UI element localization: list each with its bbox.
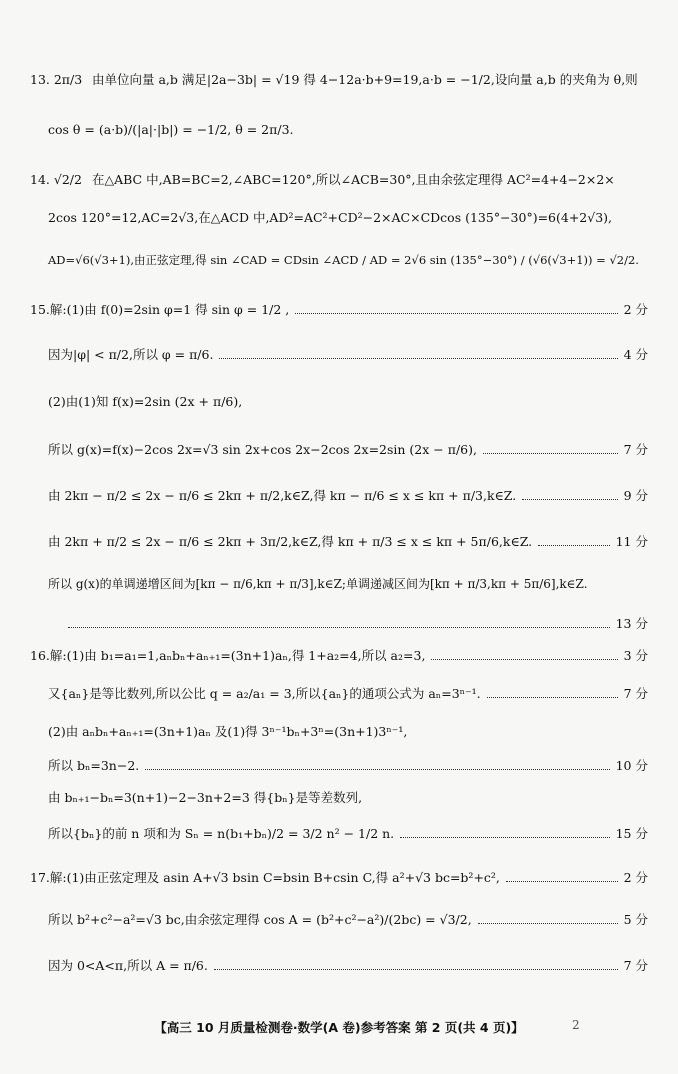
q15-step-6-text: 由 2kπ + π/2 ≤ 2x − π/6 ≤ 2kπ + 3π/2,k∈Z,得 kπ + π/3 ≤ x ≤ kπ + 5π/6,k∈Z. [48, 534, 533, 549]
dot-leader [487, 697, 618, 698]
dot-leader [483, 453, 618, 454]
q15-step-3: (2)由(1)知 f(x)=2sin (2x + π/6), [48, 394, 243, 409]
q16-step-5: 由 bₙ₊₁−bₙ=3(n+1)−2−3n+2=3 得{bₙ}是等差数列, [48, 790, 363, 805]
dot-leader [431, 659, 617, 660]
q15-step-1-text: 15.解:(1)由 f(0)=2sin φ=1 得 sin φ = 1/2 , [30, 302, 290, 317]
q15-step-6-score: 11 分 [615, 534, 648, 549]
q14-line-2: 2cos 120°=12,AC=2√3,在△ACD 中,AD²=AC²+CD²−2×AC×CDcos (135°−30°)=6(4+2√3), [48, 210, 613, 225]
q15-step-6 [48, 532, 648, 552]
dot-leader [522, 499, 617, 500]
q17-step-1-text: 17.解:(1)由正弦定理及 asin A+√3 bsin C=bsin B+csin C,得 a²+√3 bc=b²+c², [30, 870, 500, 885]
q16-step-1 [30, 646, 648, 666]
q14-line-1: 在△ABC 中,AB=BC=2,∠ABC=120°,所以∠ACB=30°,且由余弦定理得 AC²=4+4−2×2× [92, 172, 615, 187]
q15-step-2-score: 4 分 [623, 347, 648, 362]
q16-step-2-text: 又{aₙ}是等比数列,所以公比 q = a₂/a₁ = 3,所以{aₙ}的通项公式为 aₙ=3ⁿ⁻¹. [48, 686, 481, 701]
q13-answer: 13. 2π/3 [30, 72, 83, 87]
dot-leader [145, 769, 609, 770]
q17-step-2 [48, 910, 648, 930]
q16-step-2 [48, 684, 648, 704]
q16-step-4 [48, 756, 648, 776]
q17-step-3-score: 7 分 [623, 958, 648, 973]
q16-step-3: (2)由 aₙbₙ+aₙ₊₁=(3n+1)aₙ 及(1)得 3ⁿ⁻¹bₙ+3ⁿ=(3n+1)3ⁿ⁻¹, [48, 724, 408, 739]
dot-leader [506, 881, 618, 882]
q16-step-1-score: 3 分 [623, 648, 648, 663]
page-mark: 2 [572, 1018, 580, 1032]
q16-step-6-score: 15 分 [615, 826, 648, 841]
q15-step-5-text: 由 2kπ − π/2 ≤ 2x − π/6 ≤ 2kπ + π/2,k∈Z,得 kπ − π/6 ≤ x ≤ kπ + π/3,k∈Z. [48, 488, 517, 503]
q17-step-1 [30, 868, 648, 888]
dot-leader [478, 923, 618, 924]
q15-step-8 [62, 614, 648, 634]
q15-step-4-text: 所以 g(x)=f(x)−2cos 2x=√3 sin 2x+cos 2x−2cos 2x=2sin (2x − π/6), [48, 442, 477, 457]
dot-leader [295, 313, 617, 314]
dot-leader [219, 358, 617, 359]
q15-step-2-text: 因为|φ| < π/2,所以 φ = π/6. [48, 347, 214, 362]
q17-step-2-score: 5 分 [623, 912, 648, 927]
q15-step-4-score: 7 分 [623, 442, 648, 457]
page-footer: 【高三 10 月质量检测卷·数学(A 卷)参考答案 第 2 页(共 4 页)】 [154, 1020, 524, 1035]
q15-step-1 [30, 300, 648, 320]
q17-step-2-text: 所以 b²+c²−a²=√3 bc,由余弦定理得 cos A = (b²+c²−a²)/(2bc) = √3/2, [48, 912, 472, 927]
q16-step-6 [48, 824, 648, 844]
q15-step-5 [48, 486, 648, 506]
dot-leader [214, 969, 618, 970]
dot-leader [400, 837, 609, 838]
q15-step-2 [48, 345, 648, 365]
q15-step-8-score: 13 分 [615, 616, 648, 631]
q17-step-3 [48, 956, 648, 976]
q16-step-4-text: 所以 bₙ=3n−2. [48, 758, 140, 773]
q17-step-3-text: 因为 0<A<π,所以 A = π/6. [48, 958, 208, 973]
q16-step-6-text: 所以{bₙ}的前 n 项和为 Sₙ = n(b₁+bₙ)/2 = 3/2 n² − 1/2 n. [48, 826, 395, 841]
dot-leader [538, 545, 609, 546]
q17-step-1-score: 2 分 [623, 870, 648, 885]
q14-answer: 14. √2/2 [30, 172, 82, 187]
q15-step-1-score: 2 分 [623, 302, 648, 317]
q15-step-7: 所以 g(x)的单调递增区间为[kπ − π/6,kπ + π/3],k∈Z;单调递减区间为[kπ + π/3,kπ + 5π/6],k∈Z. [48, 577, 588, 591]
q15-step-4 [48, 440, 648, 460]
q16-step-2-score: 7 分 [623, 686, 648, 701]
q14-line-3: AD=√6(√3+1),由正弦定理,得 sin ∠CAD = CDsin ∠ACD / AD = 2√6 sin (135°−30°) / (√6(√3+1)) = √2/2. [48, 253, 639, 267]
q16-step-4-score: 10 分 [615, 758, 648, 773]
dot-leader [68, 627, 610, 628]
q13-line-2: cos θ = (a·b)/(|a|·|b|) = −1/2, θ = 2π/3. [48, 122, 294, 137]
q15-step-5-score: 9 分 [623, 488, 648, 503]
q13-line-1: 由单位向量 a,b 满足|2a−3b| = √19 得 4−12a·b+9=19,a·b = −1/2,设向量 a,b 的夹角为 θ,则 [92, 72, 638, 87]
q16-step-1-text: 16.解:(1)由 b₁=a₁=1,aₙbₙ+aₙ₊₁=(3n+1)aₙ,得 1+a₂=4,所以 a₂=3, [30, 648, 426, 663]
